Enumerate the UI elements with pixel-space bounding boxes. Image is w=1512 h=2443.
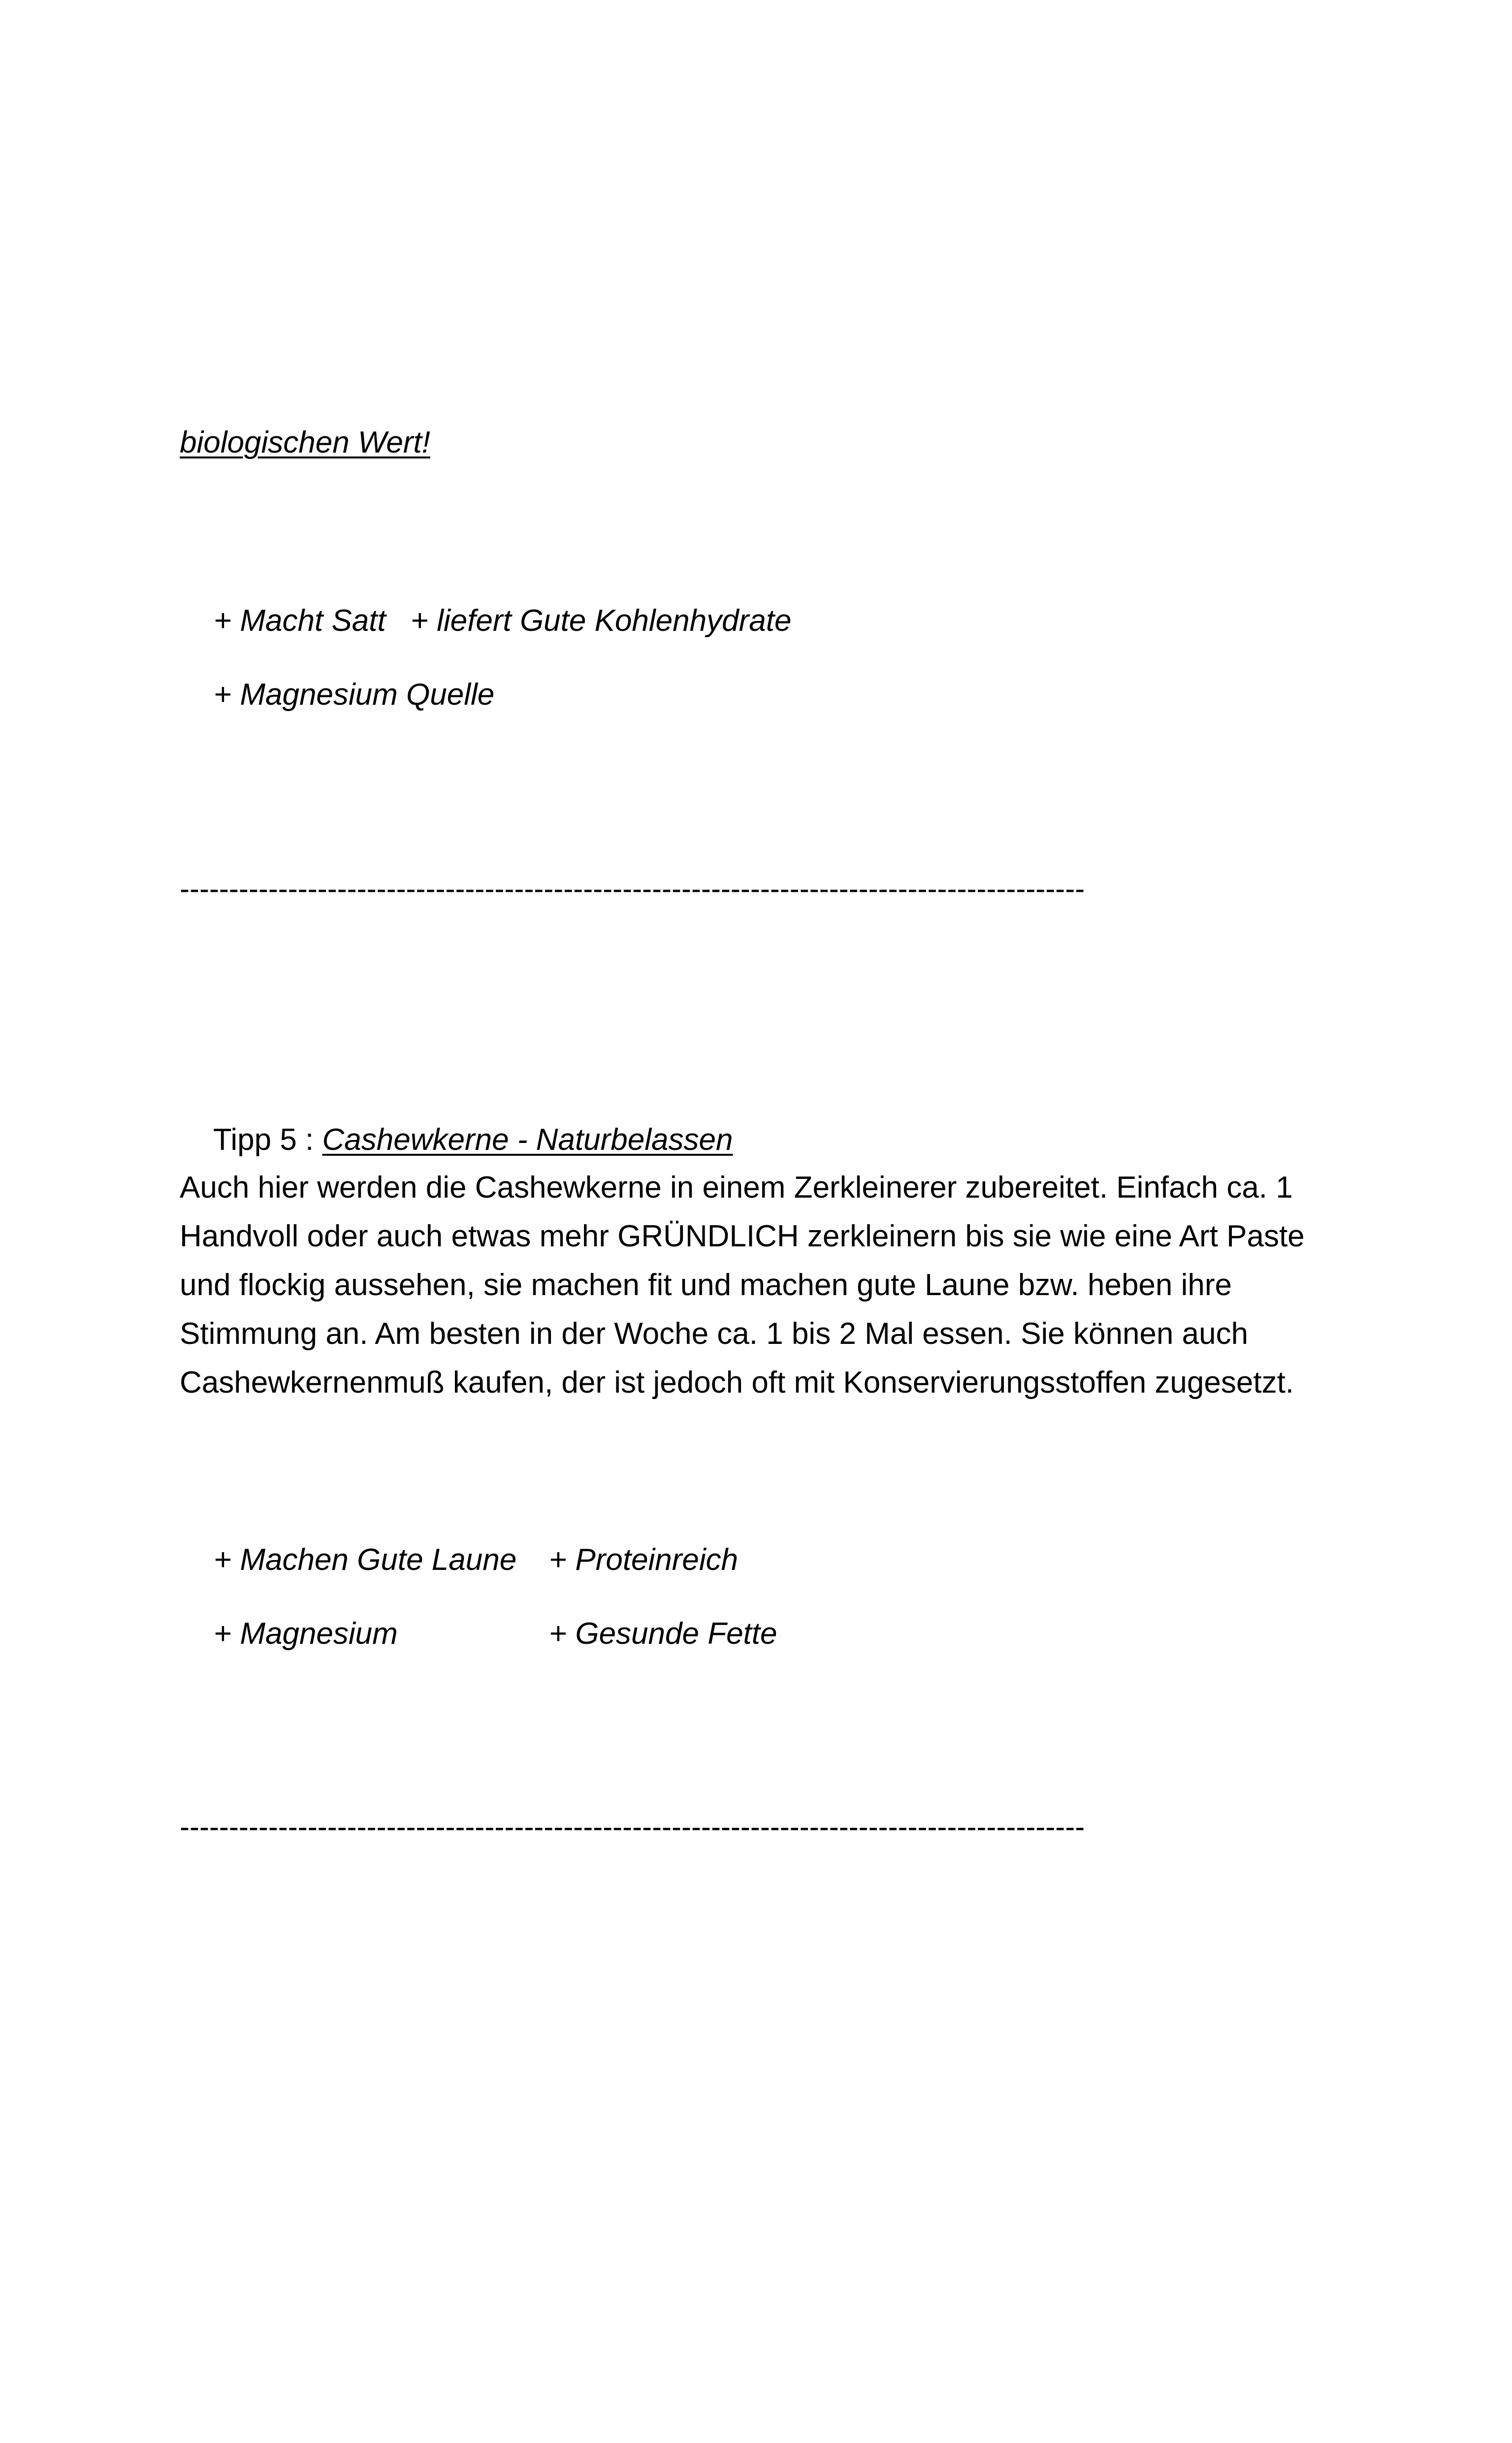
benefit-item: + Macht Satt bbox=[213, 604, 386, 638]
benefit-item: + Magnesium Quelle bbox=[213, 678, 495, 712]
paragraph-line: Handvoll oder auch etwas mehr GRÜNDLICH zerkleinern bis sie wie eine Art Paste bbox=[180, 1219, 1305, 1253]
section-heading-tail: biologischen Wert! bbox=[180, 425, 430, 459]
tip-paragraph bbox=[180, 1163, 1361, 1407]
benefit-item: + Magnesium bbox=[213, 1617, 398, 1651]
paragraph-line: Cashewkernenmuß kaufen, der ist jedoch oft mit Konservierungsstoffen zugesetzt. bbox=[180, 1366, 1294, 1400]
paragraph-line: Stimmung an. Am besten in der Woche ca. 1 bis 2 Mal essen. Sie können auch bbox=[180, 1317, 1249, 1351]
paragraph-line: und flockig aussehen, sie machen fit und machen gute Laune bzw. heben ihre bbox=[180, 1268, 1232, 1302]
tip-title: Cashewkerne - Naturbelassen bbox=[322, 1123, 733, 1157]
benefit-item: + Proteinreich bbox=[548, 1543, 739, 1577]
divider-line: -------------------------------------------------------------------------------------------- bbox=[180, 1810, 1085, 1843]
divider-line: -------------------------------------------------------------------------------------------- bbox=[180, 872, 1085, 905]
paragraph-line: Auch hier werden die Cashewkerne in einem Zerkleinerer zubereitet. Einfach ca. 1 bbox=[180, 1171, 1293, 1205]
benefit-item: + Machen Gute Laune bbox=[213, 1543, 517, 1577]
tip-label: Tipp 5 : bbox=[213, 1123, 314, 1157]
tip-benefits-row-2-col2 bbox=[515, 1588, 777, 1680]
tip-benefits-row-2 bbox=[180, 1588, 398, 1680]
benefits-row-2 bbox=[180, 649, 494, 741]
benefit-item: + Gesunde Fette bbox=[548, 1617, 777, 1651]
benefit-item: + liefert Gute Kohlenhydrate bbox=[410, 604, 792, 638]
